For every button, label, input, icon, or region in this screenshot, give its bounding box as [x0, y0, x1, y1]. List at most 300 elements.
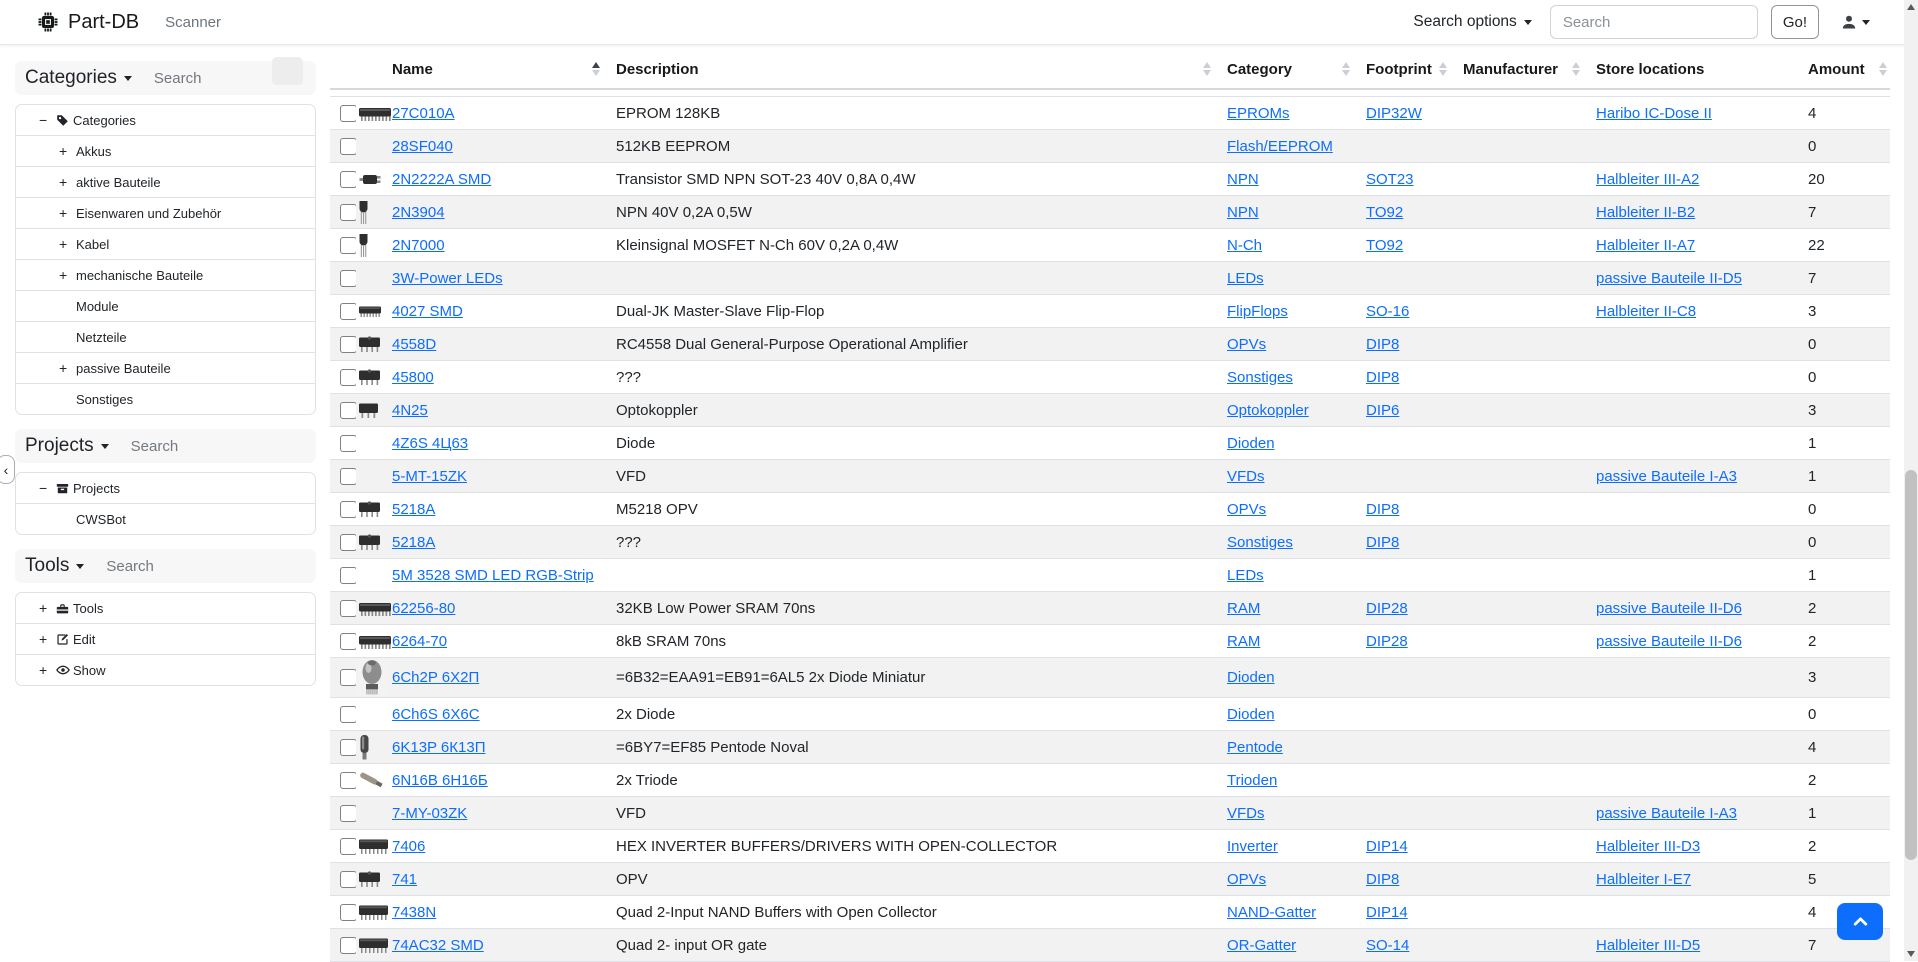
dip6-chip-thumbnail: [358, 402, 379, 419]
table-row: [330, 764, 1890, 797]
cell-footprint: [1366, 229, 1463, 262]
cell-category: [1227, 698, 1366, 731]
cell-manufacturer: [1463, 863, 1596, 896]
cell-category: [1227, 797, 1366, 830]
store-location-link[interactable]: Halbleiter III-D3: [1596, 837, 1701, 855]
column-header-store-locations[interactable]: [1596, 50, 1808, 89]
tree-item-label: mechanische Bauteile: [76, 267, 204, 283]
part-name-link[interactable]: 5M 3528 SMD LED RGB-Strip: [392, 566, 594, 584]
part-name-link[interactable]: 6Ch6S 6Х6С: [392, 705, 480, 723]
category-link[interactable]: Flash/EEPROM: [1227, 137, 1333, 155]
cell-name: [392, 559, 616, 592]
tools-panel-header: [15, 549, 316, 583]
tree-item-show[interactable]: [16, 654, 315, 685]
row-checkbox[interactable]: [340, 435, 356, 452]
row-select-cell: [330, 526, 356, 559]
tree-item-mechanische-bauteile[interactable]: [16, 259, 315, 290]
amount-value: 1: [1808, 434, 1817, 452]
cell-amount: [1808, 130, 1890, 163]
table-row: [330, 698, 1890, 731]
cell-name: [392, 229, 616, 262]
table-row: [330, 196, 1890, 229]
column-header-label: Name: [392, 60, 433, 78]
expand-plus-icon[interactable]: +: [59, 174, 68, 190]
footprint-link[interactable]: SO-14: [1366, 936, 1410, 954]
row-checkbox[interactable]: [340, 937, 356, 954]
footprint-link[interactable]: TO92: [1366, 236, 1404, 254]
row-checkbox[interactable]: [340, 706, 356, 723]
chevron-down-icon: [1862, 20, 1870, 25]
part-description: Quad 2- input OR gate: [616, 936, 767, 954]
row-image-cell: [356, 731, 392, 764]
tools-title: Tools: [25, 555, 70, 576]
cell-category: [1227, 658, 1366, 698]
dip8-chip-thumbnail: [358, 336, 381, 353]
row-checkbox[interactable]: [340, 336, 356, 353]
part-name-link[interactable]: 2N2222A SMD: [392, 170, 492, 188]
part-name-link[interactable]: 6Ch2P 6Х2П: [392, 669, 480, 686]
part-name-link[interactable]: 4027 SMD: [392, 302, 463, 320]
cell-amount: [1808, 731, 1890, 764]
part-name-link[interactable]: 7406: [392, 837, 426, 855]
amount-value: 4: [1808, 903, 1817, 921]
part-name-link[interactable]: 2N3904: [392, 203, 445, 221]
cell-manufacturer: [1463, 196, 1596, 229]
footprint-link[interactable]: DIP6: [1366, 401, 1400, 419]
category-link[interactable]: OPVs: [1227, 500, 1267, 518]
category-link[interactable]: NPN: [1227, 170, 1259, 188]
row-image-cell: [356, 896, 392, 929]
row-checkbox[interactable]: [340, 402, 356, 419]
category-link[interactable]: LEDs: [1227, 269, 1264, 287]
category-link[interactable]: Dioden: [1227, 705, 1275, 723]
cell-category: [1227, 97, 1366, 130]
store-location-link[interactable]: Halbleiter II-B2: [1596, 203, 1696, 221]
cell-footprint: [1366, 97, 1463, 130]
projects-tree: [15, 472, 316, 535]
store-location-link[interactable]: Halbleiter II-C8: [1596, 302, 1697, 320]
amount-value: 2: [1808, 837, 1817, 855]
tree-item-label: Show: [73, 662, 106, 678]
category-link[interactable]: VFDs: [1227, 467, 1265, 485]
cell-name: [392, 764, 616, 797]
footprint-link[interactable]: DIP28: [1366, 599, 1408, 617]
cell-store: [1596, 764, 1808, 797]
to92-transistor-thumbnail: [358, 200, 369, 225]
tree-item-edit[interactable]: [16, 623, 315, 654]
table-row: [330, 929, 1890, 962]
cell-name: [392, 295, 616, 328]
store-location-link[interactable]: passive Bauteile I-A3: [1596, 467, 1737, 485]
row-select-cell: [330, 493, 356, 526]
cell-category: [1227, 262, 1366, 295]
collapse-minus-icon[interactable]: −: [39, 112, 48, 128]
dip8-chip-thumbnail: [358, 871, 381, 888]
cell-desc: [616, 731, 1227, 764]
row-select-cell: [330, 328, 356, 361]
column-header-footprint[interactable]: [1366, 50, 1463, 89]
expand-plus-icon[interactable]: +: [59, 360, 68, 376]
part-name-link[interactable]: 7438N: [392, 903, 437, 921]
cell-store: [1596, 493, 1808, 526]
tree-item-akkus[interactable]: [16, 135, 315, 166]
amount-value: 0: [1808, 705, 1817, 723]
part-name-link[interactable]: 74AC32 SMD: [392, 936, 484, 954]
cell-manufacturer: [1463, 929, 1596, 962]
part-name-link[interactable]: 5218A: [392, 500, 436, 518]
row-image-cell: [356, 863, 392, 896]
cell-amount: [1808, 658, 1890, 698]
cell-footprint: [1366, 130, 1463, 163]
sort-ascending-icon: [592, 62, 600, 76]
row-checkbox[interactable]: [340, 204, 356, 221]
tools-tree: [15, 592, 316, 686]
table-row: [330, 731, 1890, 764]
archive-icon: [56, 482, 73, 495]
row-select-cell: [330, 229, 356, 262]
footprint-link[interactable]: TO92: [1366, 203, 1404, 221]
row-select-cell: [330, 929, 356, 962]
row-checkbox[interactable]: [340, 567, 356, 584]
part-name-link[interactable]: 62256-80: [392, 599, 456, 617]
tree-item-sonstiges[interactable]: [16, 383, 315, 414]
row-checkbox[interactable]: [340, 633, 356, 650]
sliver-cell: [330, 89, 1890, 97]
row-checkbox[interactable]: [340, 805, 356, 822]
tree-item-tools[interactable]: [16, 593, 315, 623]
tools-search-input[interactable]: [104, 557, 238, 576]
cell-name: [392, 394, 616, 427]
column-header-description[interactable]: [616, 50, 1227, 89]
amount-value: 7: [1808, 269, 1817, 287]
chevron-up-icon: [1852, 913, 1869, 930]
cell-category: [1227, 163, 1366, 196]
tree-item-aktive-bauteile[interactable]: [16, 166, 315, 197]
expand-plus-icon[interactable]: +: [59, 236, 68, 252]
category-link[interactable]: Trioden: [1227, 771, 1278, 789]
part-description: ???: [616, 533, 642, 551]
category-link[interactable]: Dioden: [1227, 669, 1275, 686]
table-row: [330, 163, 1890, 196]
part-name-link[interactable]: 4N25: [392, 401, 428, 419]
cell-category: [1227, 328, 1366, 361]
table-row: [330, 896, 1890, 929]
row-checkbox[interactable]: [340, 600, 356, 617]
cell-name: [392, 196, 616, 229]
cell-manufacturer: [1463, 262, 1596, 295]
row-checkbox[interactable]: [340, 237, 356, 254]
footprint-link[interactable]: DIP8: [1366, 533, 1400, 551]
category-link[interactable]: FlipFlops: [1227, 302, 1288, 320]
scrollbar-thumb[interactable]: [1905, 470, 1917, 860]
store-location-link[interactable]: passive Bauteile I-A3: [1596, 804, 1737, 822]
category-link[interactable]: RAM: [1227, 632, 1261, 650]
dip-wide-chip-thumbnail: [358, 106, 392, 122]
scrollbar-down-arrow-icon[interactable]: [1907, 951, 1915, 957]
categories-search-input[interactable]: [152, 69, 286, 88]
tree-item-passive-bauteile[interactable]: [16, 352, 315, 383]
row-checkbox[interactable]: [340, 171, 356, 188]
expand-plus-icon[interactable]: +: [39, 631, 48, 647]
projects-title: Projects: [25, 435, 94, 456]
row-checkbox[interactable]: [340, 838, 356, 855]
footprint-link[interactable]: DIP8: [1366, 368, 1400, 386]
row-checkbox[interactable]: [340, 772, 356, 789]
row-checkbox[interactable]: [340, 468, 356, 485]
cell-store: [1596, 830, 1808, 863]
part-name-link[interactable]: 4Z6S 4Ц63: [392, 434, 469, 452]
footprint-link[interactable]: DIP14: [1366, 903, 1408, 921]
row-select-cell: [330, 658, 356, 698]
store-location-link[interactable]: passive Bauteile II-D5: [1596, 269, 1742, 287]
user-icon: [1841, 14, 1857, 30]
row-checkbox[interactable]: [340, 904, 356, 921]
row-select-cell: [330, 196, 356, 229]
store-location-link[interactable]: Halbleiter III-A2: [1596, 170, 1700, 188]
column-header-label: Footprint: [1366, 60, 1432, 78]
categories-tree: [15, 104, 316, 415]
row-checkbox[interactable]: [340, 138, 356, 155]
part-name-link[interactable]: 7-MY-03ZK: [392, 804, 468, 822]
row-checkbox[interactable]: [340, 303, 356, 320]
user-menu-dropdown[interactable]: [1841, 14, 1870, 30]
part-name-link[interactable]: 45800: [392, 368, 434, 386]
search-options-dropdown[interactable]: [1413, 13, 1531, 31]
part-name-link[interactable]: 741: [392, 870, 418, 888]
row-checkbox[interactable]: [340, 501, 356, 518]
part-description: Kleinsignal MOSFET N-Ch 60V 0,2A 0,4W: [616, 236, 899, 254]
chevron-down-icon: [124, 76, 132, 81]
categories-panel: [15, 61, 316, 415]
tree-item-module[interactable]: [16, 290, 315, 321]
category-link[interactable]: OPVs: [1227, 335, 1267, 353]
row-select-cell: [330, 625, 356, 658]
cell-desc: [616, 658, 1227, 698]
part-description: 32KB Low Power SRAM 70ns: [616, 599, 816, 617]
tree-item-cwsbot[interactable]: [16, 503, 315, 534]
category-link[interactable]: Sonstiges: [1227, 368, 1293, 386]
category-link[interactable]: OPVs: [1227, 870, 1267, 888]
category-link[interactable]: NPN: [1227, 203, 1259, 221]
tree-item-netzteile[interactable]: [16, 321, 315, 352]
row-image-cell: [356, 196, 392, 229]
row-select-cell: [330, 797, 356, 830]
part-name-link[interactable]: 6K13P 6К13П: [392, 738, 486, 756]
sidebar-collapse-handle[interactable]: ‹: [0, 455, 15, 484]
cell-category: [1227, 559, 1366, 592]
expand-plus-icon[interactable]: +: [59, 143, 68, 159]
table-row: [330, 262, 1890, 295]
row-checkbox[interactable]: [340, 105, 356, 122]
cell-desc: [616, 163, 1227, 196]
projects-dropdown[interactable]: [25, 435, 109, 457]
cell-amount: [1808, 797, 1890, 830]
cell-store: [1596, 130, 1808, 163]
scroll-to-top-button[interactable]: [1837, 903, 1883, 940]
part-name-link[interactable]: 5218A: [392, 533, 436, 551]
top-navbar: [0, 0, 1918, 45]
store-location-link[interactable]: Halbleiter I-E7: [1596, 870, 1692, 888]
eye-icon: [56, 663, 73, 677]
store-location-link[interactable]: passive Bauteile II-D6: [1596, 599, 1742, 617]
cell-name: [392, 361, 616, 394]
footprint-link[interactable]: DIP28: [1366, 632, 1408, 650]
part-name-link[interactable]: 4558D: [392, 335, 437, 353]
category-link[interactable]: RAM: [1227, 599, 1261, 617]
category-link[interactable]: Pentode: [1227, 738, 1283, 756]
expand-plus-icon[interactable]: +: [39, 600, 48, 616]
footprint-link[interactable]: DIP8: [1366, 335, 1400, 353]
to92-transistor-thumbnail: [358, 233, 369, 258]
cell-store: [1596, 797, 1808, 830]
cell-category: [1227, 592, 1366, 625]
cell-manufacturer: [1463, 361, 1596, 394]
cell-manufacturer: [1463, 97, 1596, 130]
dip14-chip-thumbnail: [358, 838, 389, 855]
row-checkbox[interactable]: [340, 369, 356, 386]
footprint-link[interactable]: DIP14: [1366, 837, 1408, 855]
cell-name: [392, 97, 616, 130]
row-image-cell: [356, 493, 392, 526]
cell-category: [1227, 361, 1366, 394]
row-select-cell: [330, 295, 356, 328]
tree-item-label: Projects: [73, 480, 120, 496]
part-description: NPN 40V 0,2A 0,5W: [616, 203, 752, 221]
cell-category: [1227, 929, 1366, 962]
store-location-link[interactable]: Halbleiter III-D5: [1596, 936, 1701, 954]
category-link[interactable]: OR-Gatter: [1227, 936, 1297, 954]
footprint-link[interactable]: DIP8: [1366, 500, 1400, 518]
cell-footprint: [1366, 592, 1463, 625]
category-link[interactable]: LEDs: [1227, 566, 1264, 584]
part-name-link[interactable]: 6N16B 6Н16Б: [392, 771, 488, 789]
footprint-link[interactable]: SO-16: [1366, 302, 1410, 320]
amount-value: 7: [1808, 203, 1817, 221]
cell-footprint: [1366, 698, 1463, 731]
cell-footprint: [1366, 427, 1463, 460]
column-header-category[interactable]: [1227, 50, 1366, 89]
tree-item-eisenwaren-und-zubeh-r[interactable]: [16, 197, 315, 228]
column-header-name[interactable]: [392, 50, 616, 89]
global-search-input[interactable]: [1550, 5, 1758, 39]
part-name-link[interactable]: 6264-70: [392, 632, 448, 650]
dip14-chip-thumbnail: [358, 904, 389, 921]
store-location-link[interactable]: Halbleiter II-A7: [1596, 236, 1696, 254]
row-checkbox[interactable]: [340, 270, 356, 287]
part-description: RC4558 Dual General-Purpose Operational Amplifier: [616, 335, 968, 353]
row-select-cell: [330, 764, 356, 797]
cell-amount: [1808, 625, 1890, 658]
cell-manufacturer: [1463, 797, 1596, 830]
expand-plus-icon[interactable]: +: [39, 662, 48, 678]
scrollbar-up-arrow-icon[interactable]: [1907, 4, 1915, 10]
row-image-cell: [356, 130, 392, 163]
tree-item-kabel[interactable]: [16, 228, 315, 259]
part-description: Quad 2-Input NAND Buffers with Open Collector: [616, 903, 937, 921]
category-link[interactable]: NAND-Gatter: [1227, 903, 1317, 921]
tools-dropdown[interactable]: [25, 555, 84, 577]
row-checkbox[interactable]: [340, 534, 356, 551]
brand-label: Part-DB: [68, 10, 140, 33]
cell-name: [392, 493, 616, 526]
table-row: [330, 863, 1890, 896]
row-image-cell: [356, 460, 392, 493]
category-link[interactable]: Dioden: [1227, 434, 1275, 452]
search-go-button[interactable]: Go!: [1771, 5, 1819, 39]
part-description: M5218 OPV: [616, 500, 698, 518]
cell-store: [1596, 929, 1808, 962]
projects-panel-header: [15, 429, 316, 463]
category-link[interactable]: Sonstiges: [1227, 533, 1293, 551]
amount-value: 0: [1808, 533, 1817, 551]
table-row: [330, 658, 1890, 698]
store-location-link[interactable]: passive Bauteile II-D6: [1596, 632, 1742, 650]
row-checkbox[interactable]: [340, 871, 356, 888]
cell-manufacturer: [1463, 731, 1596, 764]
chevron-down-icon: [1524, 20, 1532, 25]
part-name-link[interactable]: 3W-Power LEDs: [392, 269, 503, 287]
part-name-link[interactable]: 2N7000: [392, 236, 445, 254]
cell-amount: [1808, 764, 1890, 797]
footprint-link[interactable]: DIP32W: [1366, 104, 1422, 122]
cell-category: [1227, 764, 1366, 797]
footprint-link[interactable]: DIP8: [1366, 870, 1400, 888]
expand-plus-icon[interactable]: +: [59, 267, 68, 283]
cell-footprint: [1366, 797, 1463, 830]
categories-dropdown[interactable]: [25, 67, 132, 89]
expand-plus-icon[interactable]: +: [59, 205, 68, 221]
cell-store: [1596, 97, 1808, 130]
row-select-cell: [330, 97, 356, 130]
nav-item-scanner[interactable]: Scanner: [165, 13, 221, 31]
part-name-link[interactable]: 27C010A: [392, 104, 455, 122]
table-row: [330, 97, 1890, 130]
tree-item-projects[interactable]: [16, 473, 315, 503]
part-name-link[interactable]: 5-MT-15ZK: [392, 467, 468, 485]
projects-search-input[interactable]: [129, 437, 263, 456]
row-checkbox[interactable]: [340, 669, 356, 686]
category-link[interactable]: Optokoppler: [1227, 401, 1309, 419]
sort-icon: [1879, 62, 1887, 76]
store-location-link[interactable]: Haribo IC-Dose II: [1596, 104, 1712, 122]
footprint-link[interactable]: SOT23: [1366, 170, 1414, 188]
part-name-link[interactable]: 28SF040: [392, 137, 453, 155]
collapse-minus-icon[interactable]: −: [39, 480, 48, 496]
column-header-amount[interactable]: [1808, 50, 1890, 89]
cell-name: [392, 797, 616, 830]
table-row: [330, 797, 1890, 830]
dip8-chip-thumbnail: [358, 534, 381, 551]
column-header-manufacturer[interactable]: [1463, 50, 1596, 89]
vertical-scrollbar[interactable]: [1904, 0, 1918, 961]
amount-value: 4: [1808, 738, 1817, 756]
toolbox-icon: [56, 602, 73, 615]
row-checkbox[interactable]: [340, 739, 356, 756]
table-row: [330, 130, 1890, 163]
row-select-cell: [330, 361, 356, 394]
category-link[interactable]: N-Ch: [1227, 236, 1263, 254]
category-link[interactable]: EPROMs: [1227, 104, 1290, 122]
table-row: [330, 592, 1890, 625]
dip-wide-chip-thumbnail: [358, 634, 392, 650]
category-link[interactable]: Inverter: [1227, 837, 1278, 855]
row-select-cell: [330, 427, 356, 460]
tube-diagonal-thumbnail: [358, 770, 385, 790]
tree-item-categories[interactable]: [16, 105, 315, 135]
cell-desc: [616, 625, 1227, 658]
category-link[interactable]: VFDs: [1227, 804, 1265, 822]
app-brand[interactable]: [37, 11, 139, 34]
